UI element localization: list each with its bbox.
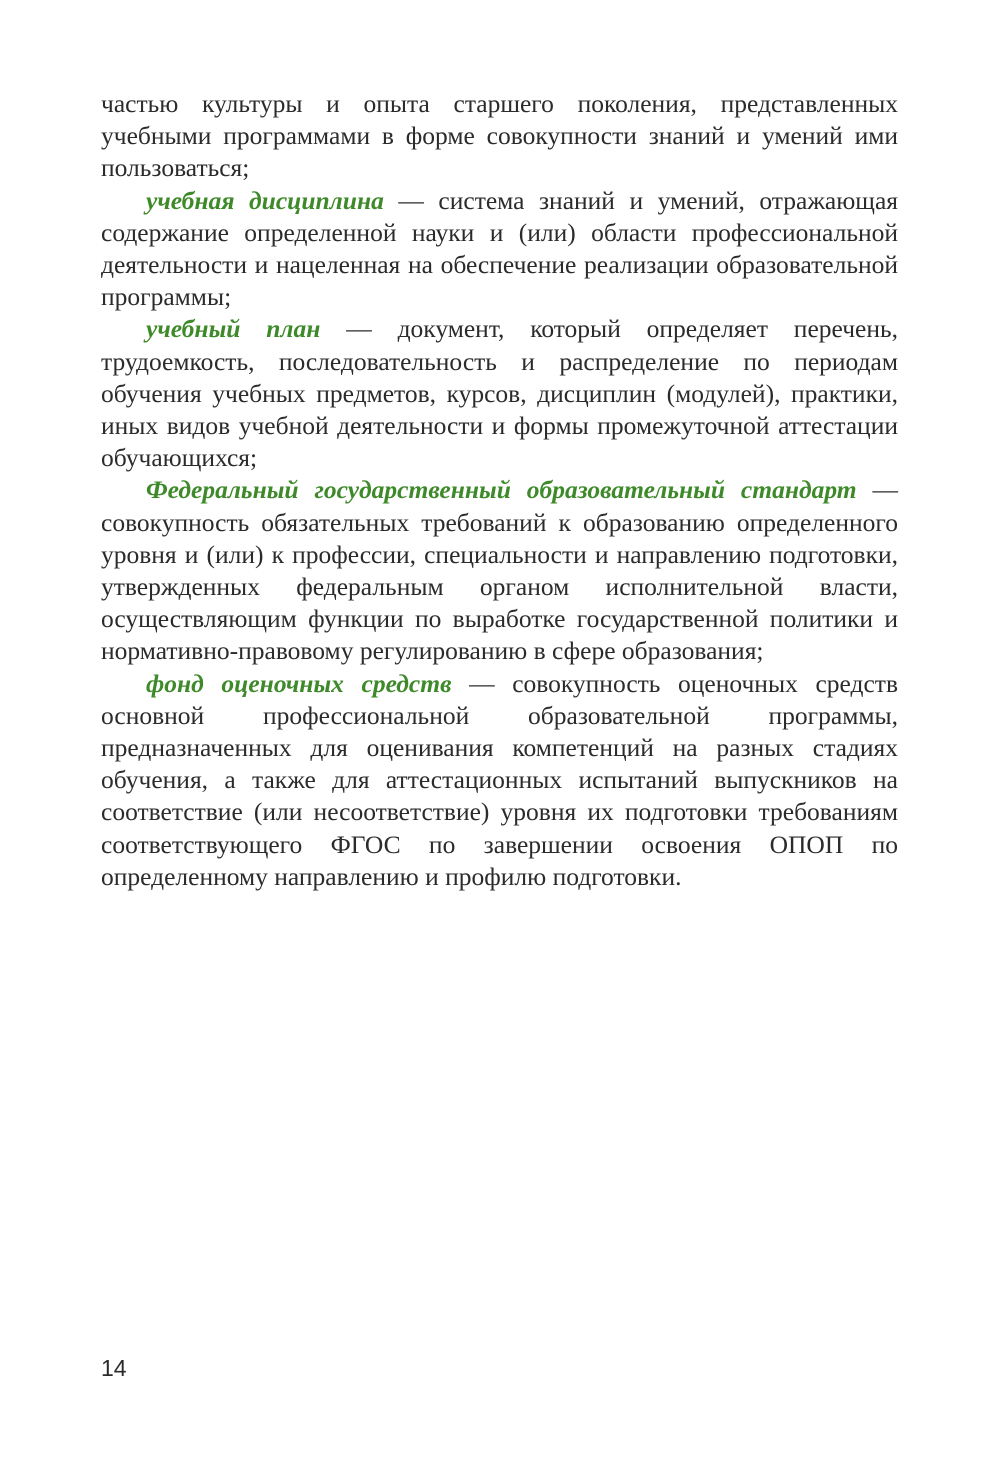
definition-federal-standard	[101, 474, 898, 667]
definition-text: — система знаний и умений, отражающая содержание определенной науки и (или) области профессиональной деятельности и нацеленная на обеспечение реализации образовательной программы;	[101, 185, 898, 312]
definition-term: Федеральный государственный образовательный стандарт	[146, 475, 857, 505]
definition-text: — совокупность обязательных требований к образованию определенного уровня и (или) к профессии, специальности и направлению подготовки, утвержденных федеральным органом исполнительной власти, осуществляющим функции по выработке государственной политики и нормативно-правовому регулированию в сфере образования;	[101, 475, 899, 666]
body-text	[101, 88, 898, 893]
definition-term: фонд оценочных средств	[146, 668, 452, 698]
definition-term: учебный план	[146, 314, 321, 344]
page-number: 14	[101, 1355, 127, 1381]
definition-text: — документ, который определяет перечень, трудоемкость, последовательность и распределение по периодам обучения учебных предметов, курсов, дисциплин (модулей), практики, иных видов учебной деятельности и формы промежуточной аттестации обучающихся;	[101, 314, 898, 473]
definition-curriculum	[101, 313, 898, 474]
definition-assessment-fund	[101, 668, 898, 893]
definition-educational-discipline	[101, 185, 898, 314]
definition-text: — совокупность оценочных средств основной профессиональной образовательной программы, предназначенных для оценивания компетенций на разных стадиях обучения, а также для аттестационных испытаний выпускников на соответствие (или несоответствие) уровня их подготовки требованиям соответствующего ФГОС по завершении освоения ОПОП по определенному направлению и профилю подготовки.	[101, 668, 898, 891]
paragraph-text: частью культуры и опыта старшего поколения, представленных учебными программами в форме совокупности знаний и умений ими пользоваться;	[101, 89, 898, 183]
paragraph-continuation	[101, 88, 898, 185]
definition-term: учебная дисциплина	[146, 185, 384, 215]
